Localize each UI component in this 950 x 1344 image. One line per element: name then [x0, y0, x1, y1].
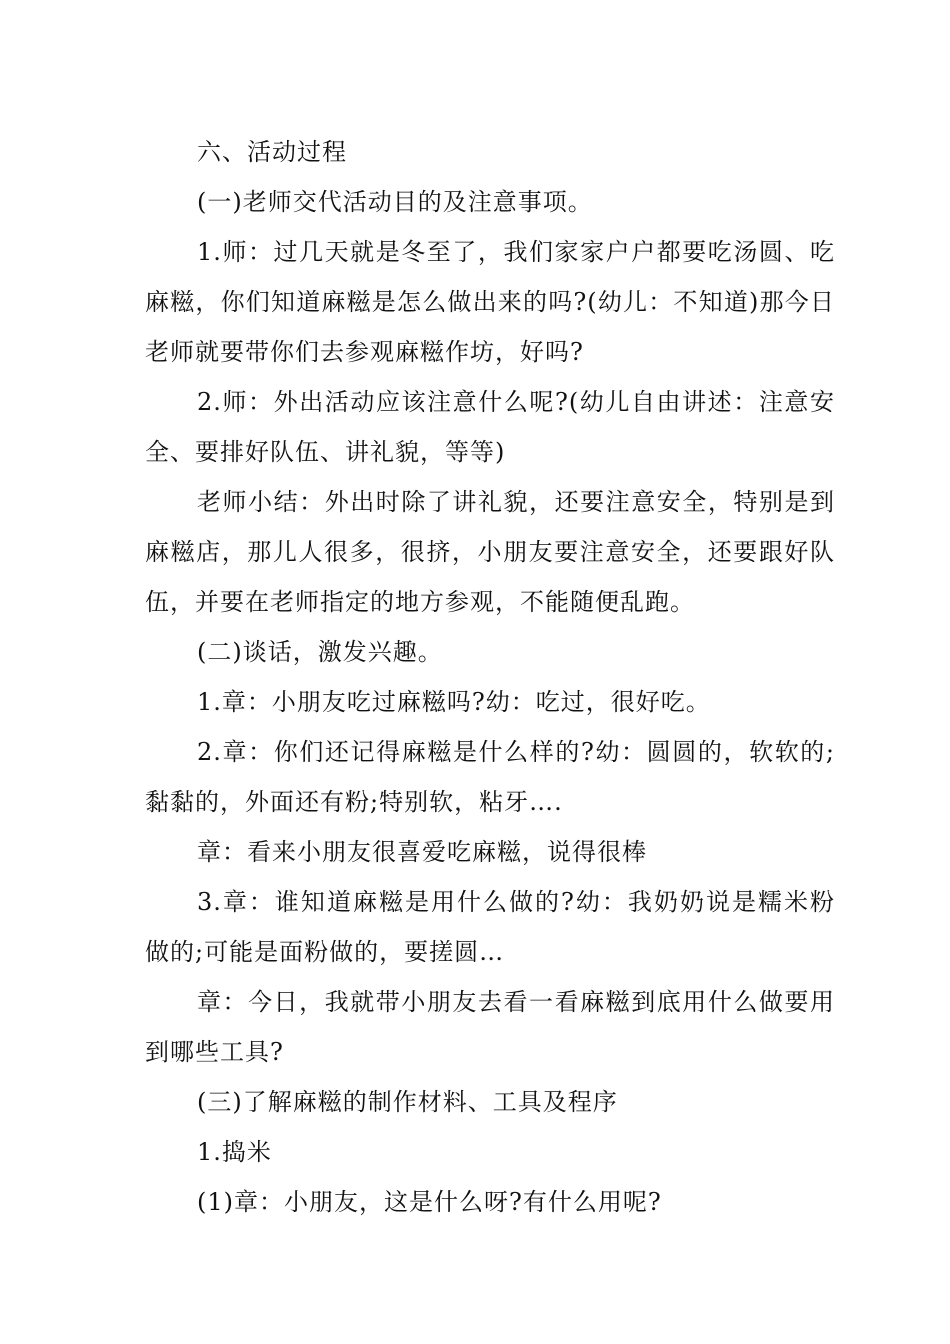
paragraph: 1.师：过几天就是冬至了，我们家家户户都要吃汤圆、吃麻糍，你们知道麻糍是怎么做出来的吗?(幼儿：不知道)那今日老师就要带你们去参观麻糍作坊，好吗?: [145, 238, 835, 366]
paragraph: 2.章：你们还记得麻糍是什么样的?幼：圆圆的，软软的;黏黏的，外面还有粉;特别软，粘牙….: [145, 738, 835, 816]
paragraph: 章：今日，我就带小朋友去看一看麻糍到底用什么做要用到哪些工具?: [145, 988, 835, 1066]
subsection-heading: (一)老师交代活动目的及注意事项。: [197, 188, 593, 216]
list-item: 1.捣米: [197, 1138, 272, 1166]
paragraph: 章：看来小朋友很喜爱吃麻糍，说得很棒: [197, 838, 647, 866]
paragraph: 1.章：小朋友吃过麻糍吗?幼：吃过，很好吃。: [197, 688, 711, 716]
section-heading: 六、活动过程: [197, 138, 347, 166]
list-item: (1)章：小朋友，这是什么呀?有什么用呢?: [197, 1188, 662, 1216]
document-body: [145, 127, 835, 1227]
subsection-heading: (三)了解麻糍的制作材料、工具及程序: [197, 1088, 618, 1116]
subsection-heading: (二)谈话，激发兴趣。: [197, 638, 443, 666]
paragraph: 2.师：外出活动应该注意什么呢?(幼儿自由讲述：注意安全、要排好队伍、讲礼貌，等等): [145, 388, 835, 466]
paragraph: 3.章：谁知道麻糍是用什么做的?幼：我奶奶说是糯米粉做的;可能是面粉做的，要搓圆…: [145, 888, 835, 966]
paragraph: 老师小结：外出时除了讲礼貌，还要注意安全，特别是到麻糍店，那儿人很多，很挤，小朋友要注意安全，还要跟好队伍，并要在老师指定的地方参观，不能随便乱跑。: [145, 488, 835, 616]
